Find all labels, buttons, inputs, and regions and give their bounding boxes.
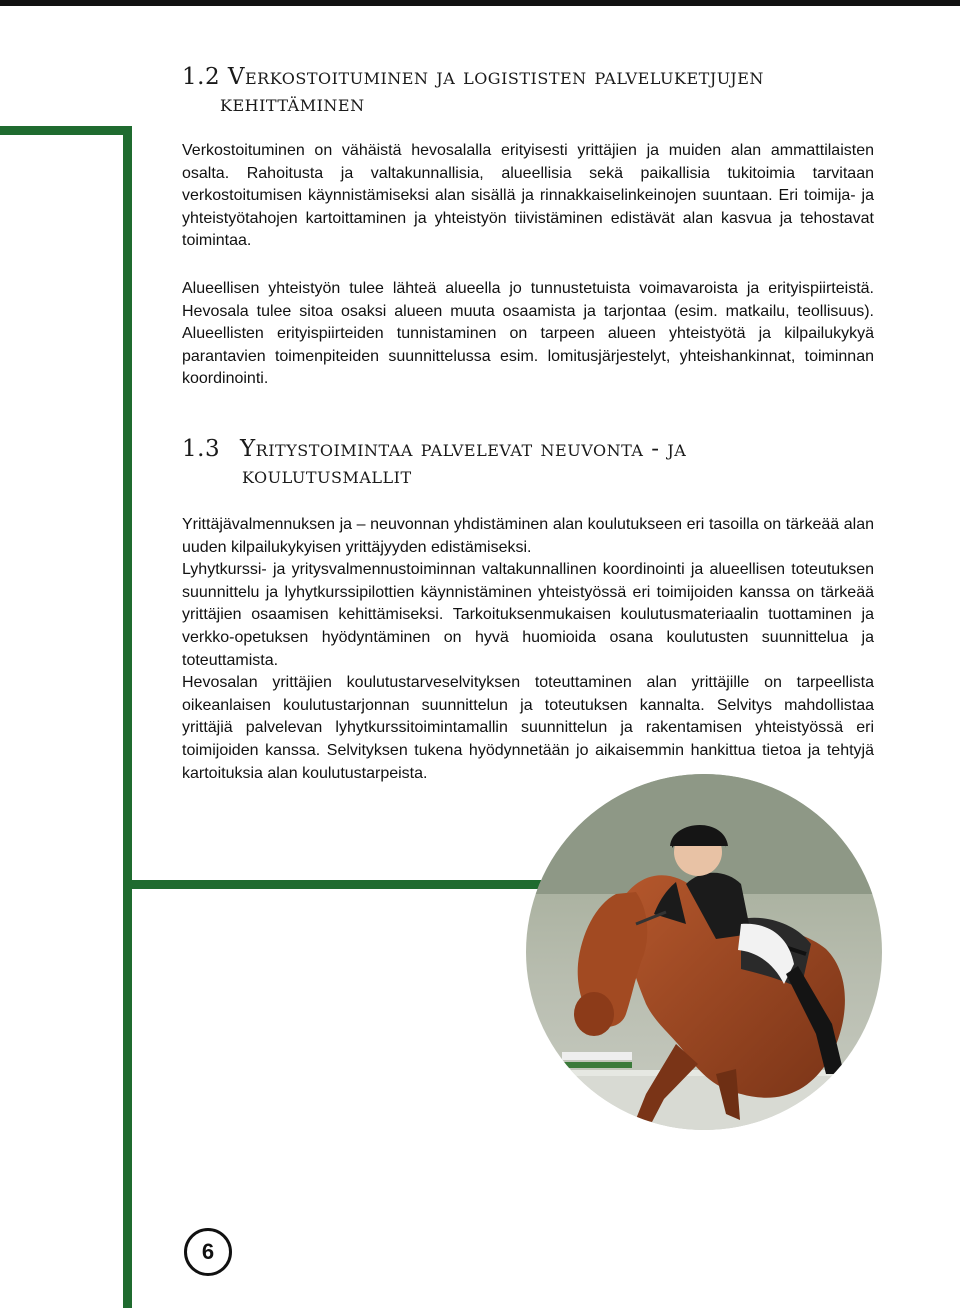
section-title-line2: kehittäminen — [220, 91, 365, 117]
page-number: 6 — [184, 1228, 232, 1276]
paragraph: Verkostoituminen on vähäistä hevosalalla erityisesti yrittäjien ja muiden alan ammattilaisten osalta. Rahoitusta ja valtakunnallisia, alueellisia sekä paikallisia tukitoimia tarvitaan verkostoitumisen käynnistämiseksi alan sisällä ja rinnakkaiselinkeinojen suuntaan. Eri toimija- ja yhteistyötahojen kartoittaminen ja yhteistyön tiivistäminen edistävät alan kasvua ja tehostavat toimintaa. — [182, 142, 874, 250]
section-title-line2: koulutusmallit — [242, 463, 412, 489]
top-rule — [0, 0, 960, 6]
section-heading-1-2 — [182, 64, 764, 118]
section-title-line1: Yritystoimintaa palvelevat neuvonta - ja — [240, 436, 687, 462]
paragraph: Alueellisen yhteistyön tulee lähteä alueella jo tunnustetuista voimavaroista ja erityispiirteistä. Hevosala tulee sitoa osaksi alueen muuta osaamista ja tarjontaa (esim. matkailu, teollisuus). Alueellisten erityispiirteiden tunnistaminen on tarpeen alueen yhteistyötä ja kilpailukykyä parantavien toimenpiteiden suunnittelussa esim. lomitusjärjestelyt, yhteishankinnat, toiminnan koordinointi. — [182, 280, 874, 388]
green-frame-top — [0, 126, 132, 135]
paragraph: Lyhytkurssi- ja yritysvalmennustoiminnan valtakunnallinen koordinointi ja alueellisen toteutuksen suunnittelu ja lyhytkurssipilottien käynnistäminen yhteistyössä eri toimijoiden kanssa on tärkeää yrittäjien osaamisen kehittämiseksi. Tarkoituksenmukaisen koulutusmateriaalin tuottaminen ja verkko-opetuksen hyödyntäminen on hyvä huomioida osana koulutusten suunnittelua ja toteuttamista. — [182, 561, 874, 669]
section-title-line1: Verkostoituminen ja logististen palveluketjujen — [227, 64, 764, 90]
paragraph: Yrittäjävalmennuksen ja – neuvonnan yhdistäminen alan koulutukseen eri tasoilla on tärkeää alan uuden kilpailukykyisen yrittäjyyden edistämiseksi. — [182, 516, 874, 556]
section-body — [182, 514, 874, 785]
paragraph: Hevosalan yrittäjien koulutustarveselvityksen toteuttaminen alan yrittäjille on tarpeellista oikeanlaisen koulutustarjonnan suunnittelun ja toteutuksen kannalta. Selvitys mahdollistaa yrittäjiä palvelevan lyhytkurssitoimintamallin suunnittelun ja rakentamisen yhteistyössä eri toimijoiden kanssa. Selvityksen tukena hyödynnetään jo aikaisemmin hankittua tietoa ja tehtyjä kartoituksia alan koulutustarpeista. — [182, 674, 874, 782]
horse-rider-photo — [526, 774, 882, 1130]
green-frame-left — [123, 126, 132, 1308]
section-heading-1-3 — [182, 436, 686, 490]
section-number: 1.2 — [182, 64, 221, 90]
section-number: 1.3 — [182, 436, 221, 462]
